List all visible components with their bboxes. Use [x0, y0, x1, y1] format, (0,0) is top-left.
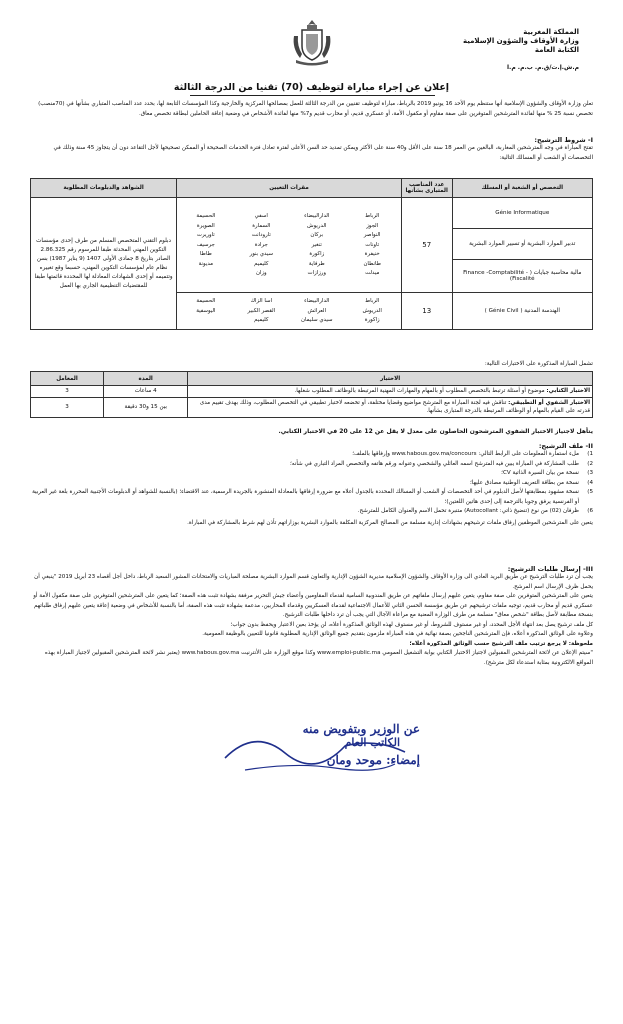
specialty-hr: تدبير الموارد البشرية أو تسيير الموارد البشرية — [453, 229, 593, 260]
section-3-heading: III- إرسال طلبات الترشيح: — [507, 565, 593, 573]
city-name: القصر الكبير — [247, 307, 276, 314]
required-documents-list — [30, 450, 593, 517]
exam-oral-label: الاختبار الشفوي أو التطبيقي: — [508, 399, 590, 406]
city-name: كليميم — [254, 317, 269, 324]
city-name: سيدي سليمان — [300, 317, 333, 324]
city-name: الحسيمة — [196, 298, 216, 305]
exam-oral-text: تناقش فيه لجنة المباراة مع المترشح مواضيع وقضايا مختلفة، أو تخضعه لاختبار تطبيقي في التخصص المطلوب، وذلك بهدف تقييم مدى قدرته على القيام بالمهام أو الوظائف المرتبطة بالدرجة المتبارى بشأنها. — [199, 399, 590, 414]
header-diploma: الشواهد والدبلومات المطلوبة — [31, 179, 177, 198]
header-coef: المعامل — [31, 372, 104, 386]
exam-oral — [188, 397, 593, 417]
city-name: الجوز — [366, 222, 379, 229]
exam-written-coef: 3 — [31, 386, 104, 398]
signature-line-3: إمضاء: موحد ومان — [326, 753, 420, 767]
pass-note: يتأهل لاجتياز الاختبار الشفوي المترشحون الحاصلون على معدل لا يقل عن 12 على 20 في الاختبار الكتابي. — [278, 428, 593, 435]
list-item: 6) ظرفان (02) من نوع (تنضيخ ذاتي: Autocollant) متنبرة تحمل الاسم والعنوان الكامل للمترشح. — [357, 508, 593, 514]
institution-line-1: المملكة المغربية — [523, 28, 579, 36]
city-name: الصويرة — [196, 222, 215, 229]
cities-cell — [177, 198, 402, 293]
document-title: إعلان عن إجراء مباراة لتوظيف (70) تقنيا من الدرجة الثالثة — [173, 82, 450, 93]
table-row — [31, 397, 593, 417]
institution-line-3: الكتابة العامة — [534, 46, 579, 54]
section-3-paragraph-1: يجب أن ترد طلبات الترشيح عن طريق البريد العادي الى وزارة الأوقاف والشؤون الإسلامية مديرية الشؤون الإدارية والتعاون قسم الموارد البشرية مصلحة المباريات والامتحانات المشور السعيد الرباط، داخل أجل أقصاه 23 أبريل 2019 "ينبغي أن يحمل ظرف الإرسال اسم المرشح. — [34, 574, 593, 590]
count-cell: 57 — [401, 198, 452, 293]
city-name: تاونات — [365, 241, 380, 248]
city-name: الرباط — [365, 298, 380, 305]
city-name: اليوسفية — [196, 307, 216, 314]
intro-paragraph: تعلن وزارة الأوقاف والشؤون الإسلامية أنها ستنظم يوم الأحد 16 يونيو 2019 بالرباط، مباراة لتوظيف تقنيين من الدرجة الثالثة للعمل بمصالحها المركزية والخارجية وكذا المؤسسات التابعة لها، بحدد عدد المناصب المتباري بشأنها في (70منصب) تخصص نسبة 25 % منها لفائدة المترشحين المتوفرين على صفة مقاوم أو مكفول الأمة، أو عسكري قديم، أو محارب قديم و7% منها لفائدة الأشخاص في وضعية إعاقة الحاملين لبطاقة تخصص معاق. — [38, 101, 593, 117]
city-name: طانطان — [363, 260, 381, 267]
cities-cell — [177, 293, 402, 330]
signature-scribble-icon — [215, 718, 415, 778]
city-name: الدارالبيضاء — [304, 298, 330, 305]
exams-intro: تشمل المباراة المذكورة على الاختبارات التالية: — [484, 361, 593, 367]
exams-table — [30, 371, 593, 418]
cities-list — [179, 212, 399, 278]
exam-written — [188, 386, 593, 398]
city-name: الرباط — [365, 213, 380, 220]
signature-line-1: عن الوزير وبتفويض منه — [302, 722, 420, 736]
section-2-heading: II- ملف الترشيح: — [538, 442, 593, 450]
title-underline — [190, 95, 435, 96]
city-name: النواصر — [363, 232, 381, 239]
section-3-remark: ملحوظة: لا يرجع ترتيب ملف الترشيح حسب الوثائق المذكورة أعلاه؛ — [409, 640, 593, 647]
city-name: مديونة — [198, 260, 214, 267]
city-name: كليميم — [254, 260, 269, 267]
list-item: 4) نسخة من بطاقة التعريف الوطنية مصادق عليها؛ — [470, 479, 593, 486]
section-3-paragraph-6: "سيتم الإعلان عن لائحة المترشحين المقبولين لاجتياز الاختبار الكتابي بوابة التشغيل العمومي www.emploi-public.ma وكذا موقع الوزارة على الأنترنيت www.habous.gov.ma (يعتبر نشر لائحة المترشحين المقبولين لاجتياز المباراة بهذه المواقع الالكترونية بمثابة استدعاء لكل مترشح). — [44, 650, 593, 666]
royal-crest-icon — [290, 18, 334, 66]
section-3-paragraph-3: كل ملف ترشيح يصل بعد انتهاء الأجل المحدد، أو غير مستوف للشروط، أو غير مستوف لهذه الوثائق المذكورة أعلاه، لن يؤخذ بعين الاعتبار ويحفظ بدون جواب؛ — [230, 621, 593, 628]
city-name: السمارة — [252, 222, 271, 229]
city-name: الحسيمة — [196, 213, 216, 220]
header-count: عدد المناصب المتبارى بشأنها — [401, 179, 452, 198]
diploma-cell: دبلوم التقني المتخصص المسلم من طرف إحدى مؤسسات التكوين المهني المحدثة طبقا للمرسوم رقم 2.86.325 الصادر بتاريخ 8 جمادى الأولى 1407 (9 يناير 1987) بسن نظام عام لمؤسسات التكوين المهني، حسبما وقع تغييره وتتميمه أو إحدى الشهادات المعادلة لها المحددة قائمتها طبقا للمقتضيات التنظيمية الجاري بها العمل — [31, 198, 177, 330]
city-name: تاوريرت — [196, 232, 215, 239]
section-1-text: تفتح المباراة في وجه المترشحين المغاربة، البالغين من العمر 18 سنة على الأقل و40 سنة على الأكثر ويمكن تمديد حد السن الأعلى لفترة تعادل فترة الخدمات الصحيحة أو الممكن تصحيحها لأجل التقاعد دون أن يتجاوز 45 سنة وذلك في التخصصات أو الشعب أو المسالك التالية: — [53, 145, 593, 161]
table-row — [31, 386, 593, 398]
city-name: العرائش — [307, 307, 327, 314]
section-3-paragraph-4: وعلاوة على الوثائق المذكورة أعلاه، فإن المترشحين الناجحين بصفة نهائية في هذه المباراة ملزمون بتقديم جميع الوثائق الإدارية المطلوبة قانونيا للتعيين بالوظيفة العمومية. — [202, 631, 593, 637]
city-name: ورزازات — [307, 270, 326, 277]
header-specialty: التخصص أو الشعبة أو المسلك — [452, 179, 593, 198]
document-reference: م.ش.إ.ت/ق.م. ب.م. م.ا — [506, 64, 579, 71]
city-name: جرسيف — [196, 241, 215, 248]
list-item: 5) نسخة مشهود بمطابقتها لأصل الدبلوم في أحد التخصصات أو الشعب أو المسالك المحددة بالجدول أعلاه مع ضرورة إرفاقها بالمعادلة المنشورة بالجريدة الرسمية، عند الاقتضاء؛ (بالنسبة للشواهد أو الدبلومات الأجنبية المحررة بلغة غير العربية أو الفرنسية يرفق وجوبا بالترجمة إلى إحدى هاتين اللغتين)؛ — [32, 489, 593, 505]
table-header-row — [31, 372, 593, 386]
city-name: تارودانت — [251, 232, 271, 239]
city-name: الدارالبيضاء — [304, 213, 330, 220]
city-name: طاطا — [199, 251, 212, 258]
city-name: اسا الزاك — [250, 298, 273, 305]
exam-oral-coef: 3 — [31, 397, 104, 417]
specialty-cell — [452, 198, 593, 293]
exam-written-duration: 4 ساعات — [104, 386, 188, 398]
header-cities: مقرات التعيين — [177, 179, 402, 198]
header-exam: الاختبار — [188, 372, 593, 386]
city-name: طرفاية — [308, 260, 325, 267]
exam-written-label: الاختبار الكتابي: — [546, 388, 590, 394]
section-3-paragraph-2: يتعين على المترشحين المتوفرين على صفة مقاوم، يتعين عليهم إرسال ملفاتهم عن طريق المندوبية السامية لقدماء المقاومين وأعضاء جيش التحرير مرفقة بشهادة تثبت هذه الصفة؛ كما يتعين على المترشحين المتوفرين على صفة مكفول الأمة أو عسكري قديم أو محارب قديم، توجيه ملفات ترشيحهم عن طريق مؤسسة الحسن الثاني للأعمال الاجتماعية لقدماء العسكريين وقدماء المحاربين، مدعمة بشهادة تثبت هذه الصفة، أما بالنسبة للأشخاص في وضعية إعاقة يتعين عليهم إرفاق طلباتهم بنسخة مطابقة لأصل بطاقة "شخص معاق" مسلمة من طرف الوزارة المعنية مع مراعاة الآجال التي يجب أن ترد داخلها طلبات الترشيح. — [33, 593, 593, 618]
exam-oral-duration: بين 15 و30 دقيقة — [104, 397, 188, 417]
count-cell: 13 — [401, 293, 452, 330]
city-name: ميدلت — [365, 270, 380, 277]
section-sending — [30, 565, 593, 668]
specialty-it: Génie Informatique — [453, 198, 593, 229]
section-2-note: يتعين على المترشحين الموظفين إرفاق ملفات ترشيحهم بشهادات إدارية مسلمة من المصالح المركزية المكلفة بالموارد البشرية بوزاراتهم تأذن لهم شرط بالمشاركة في المباراة. — [187, 519, 593, 526]
cities-list — [179, 297, 399, 325]
institution-line-2: وزارة الأوقاف والشؤون الإسلامية — [462, 37, 579, 45]
header-duration: المدة — [104, 372, 188, 386]
section-conditions — [30, 136, 593, 163]
city-name: الدريوش — [307, 222, 327, 229]
city-name — [179, 316, 232, 325]
specialty-finance: مالية محاسبة جبايات ( Finance -Comptabilité -Fiscalité) — [463, 270, 582, 282]
signature-line-2: الكاتب العام — [344, 736, 400, 749]
city-name: اسفي — [254, 213, 268, 220]
city-name: جرادة — [254, 241, 268, 248]
city-name: سيدي بنور — [249, 251, 274, 258]
section-1-heading: I- شروط الترشيح: — [534, 136, 593, 144]
institution-header — [429, 28, 579, 55]
city-name: خنيفرة — [364, 251, 380, 258]
city-name: وزان — [255, 270, 267, 277]
list-item: 2) طلب المشاركة في المباراة يبين فيه المترشح اسمه العائلي والشخصي وعنوانه ورقم هاتفه والتخصص المراد التباري في شأنه؛ — [289, 460, 593, 467]
city-name: الدريوش — [362, 307, 382, 314]
table-row — [31, 198, 593, 293]
exam-written-text: موضوع أو أسئلة ترتبط بالتخصص المطلوب أو بالمهام والمهارات المهنية المرتبطة بالوظائف المطلوب شغلها. — [294, 388, 545, 394]
table-header-row — [31, 179, 593, 198]
specialty-civil: الهندسة المدنية ( Génie Civil ) — [452, 293, 593, 330]
list-item: 3) نسخة من بيان السيرة الذاتية CV؛ — [501, 470, 593, 476]
specialties-table — [30, 178, 593, 330]
section-file — [30, 442, 593, 528]
city-name: زاكورة — [364, 317, 380, 324]
city-name: زاكورة — [309, 251, 325, 258]
city-name: تنغير — [311, 241, 322, 248]
city-name: بركان — [310, 232, 324, 239]
list-item: 1) ملء استمارة المعلومات على الرابط التالي: www.habous.gov.ma/concours وإرفاقها بالملف؛ — [352, 451, 593, 457]
